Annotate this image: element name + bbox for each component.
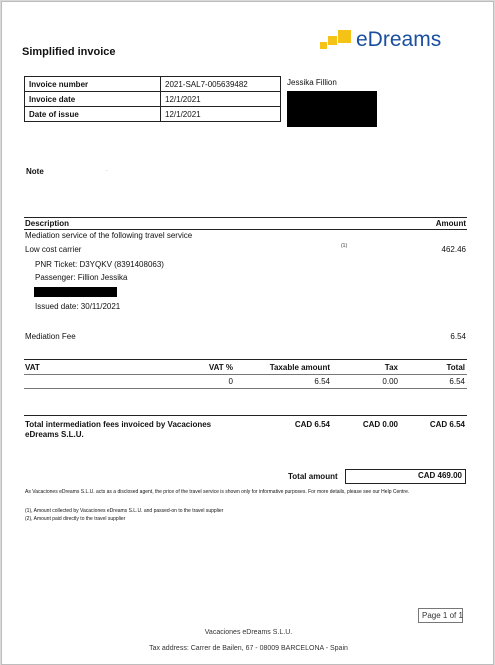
vat-divider-top	[24, 359, 467, 360]
total-value: 6.54	[449, 377, 465, 386]
invoice-date-value: 12/1/2021	[161, 92, 281, 107]
carrier-amount: 462.46	[441, 245, 466, 254]
tax-value: 0.00	[382, 377, 398, 386]
fees-tax-total: CAD 0.00	[362, 420, 398, 429]
carrier-label: Low cost carrier	[25, 245, 82, 254]
fees-total-label: Total intermediation fees invoiced by Vacaciones eDreams S.L.U.	[25, 420, 212, 439]
table-row	[25, 107, 281, 122]
amount-header: Amount	[435, 219, 466, 228]
section-divider	[24, 217, 467, 218]
page-number: Page 1 of 1	[422, 611, 463, 620]
taxable-amount-value: 6.54	[314, 377, 330, 386]
fees-divider	[24, 415, 467, 416]
vat-header: VAT	[25, 363, 40, 372]
redacted-details	[34, 287, 117, 297]
footnote-1: (1), Amount collected by Vacaciones eDreams S.L.U. and passed-on to the travel supplier	[25, 508, 224, 514]
total-amount-value: CAD 469.00	[417, 471, 462, 480]
footer-company: Vacaciones eDreams S.L.U.	[204, 629, 293, 636]
table-row	[25, 92, 281, 107]
page-title: Simplified invoice	[22, 46, 116, 58]
total-amount-label: Total amount	[288, 472, 338, 481]
service-description: Mediation service of the following travel service	[25, 231, 193, 240]
invoice-page	[1, 1, 494, 665]
table-row	[25, 77, 281, 92]
brand-logo	[320, 30, 450, 54]
disclaimer-text: As Vacaciones eDreams S.L.U. acts as a disclosed agent, the price of the travel service is shown only for informative purposes. For more details, please see our Help Centre.	[25, 489, 410, 495]
invoice-date-label: Invoice date	[25, 92, 161, 107]
redacted-address	[287, 91, 377, 127]
issue-date-value: 12/1/2021	[161, 107, 281, 122]
pnr-ticket: PNR Ticket: D3YQKV (8391408063)	[35, 260, 164, 269]
passenger-name: Passenger: Fillion Jessika	[35, 273, 128, 282]
customer-name: Jessika Fillion	[287, 78, 337, 87]
logo-square-large	[338, 30, 351, 43]
logo-square-medium	[328, 36, 337, 45]
footer-address: Tax address: Carrer de Bailen, 67 - 08009 BARCELONA - Spain	[149, 645, 348, 652]
fees-taxable-total: CAD 6.54	[294, 420, 330, 429]
invoice-number-value: 2021-SAL7-005639482	[161, 77, 281, 92]
header-divider	[24, 229, 467, 230]
vat-row-divider	[24, 388, 467, 389]
footnote-2: (2), Amount paid directly to the travel supplier	[25, 516, 126, 522]
mediation-fee-label: Mediation Fee	[25, 332, 76, 341]
logo-square-small	[320, 42, 327, 49]
issued-date: Issued date: 30/11/2021	[35, 302, 121, 311]
total-header: Total	[446, 363, 465, 372]
invoice-info-table	[24, 76, 281, 122]
tax-header: Tax	[384, 363, 398, 372]
vat-percent-header: VAT %	[208, 363, 233, 372]
brand-name: eDreams	[356, 28, 442, 51]
carrier-footnote-mark: (1)	[341, 243, 348, 249]
description-header: Description	[25, 219, 70, 228]
vat-header-divider	[24, 374, 467, 375]
vat-percent-value: 0	[228, 377, 233, 386]
invoice-number-label: Invoice number	[25, 77, 161, 92]
mediation-fee-amount: 6.54	[450, 332, 466, 341]
issue-date-label: Date of issue	[25, 107, 161, 122]
fees-grand-total: CAD 6.54	[429, 420, 465, 429]
note-label: Note	[26, 167, 44, 176]
note-mark: .	[106, 167, 108, 173]
taxable-amount-header: Taxable amount	[269, 363, 330, 372]
